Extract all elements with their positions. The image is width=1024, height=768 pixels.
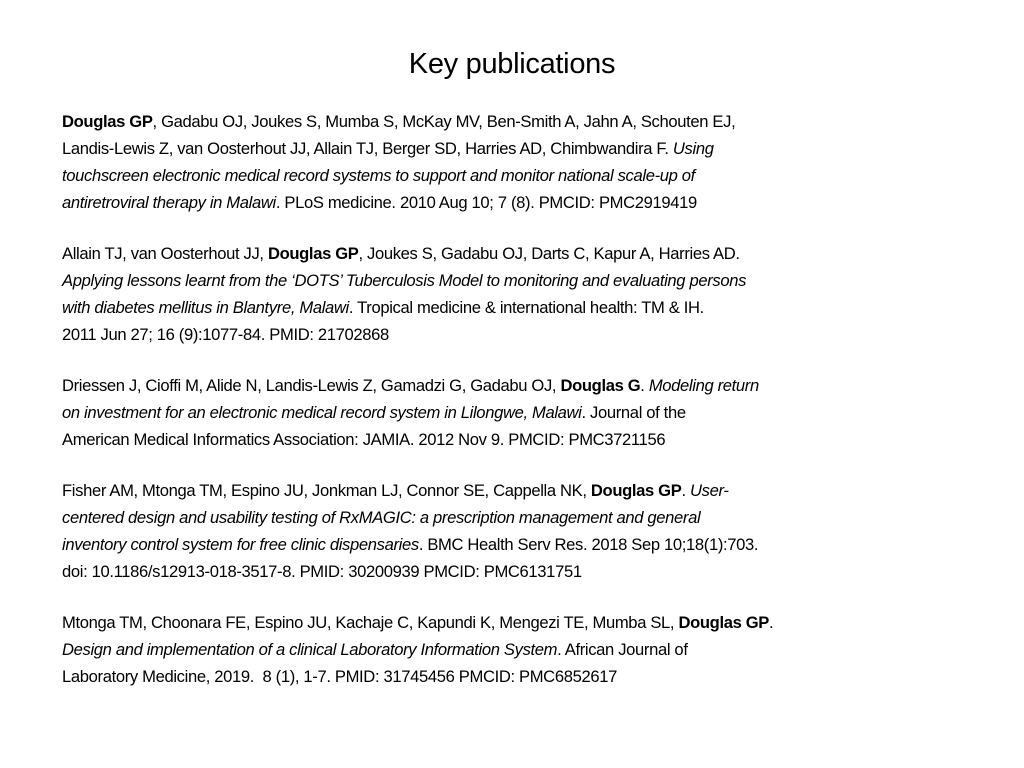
citation-text: . African Journal of (557, 640, 688, 659)
citation-line (62, 372, 982, 399)
author-highlight: Douglas GP (267, 244, 359, 263)
citation-text: . (769, 613, 774, 632)
citation-text: Fisher AM, Mtonga TM, Espino JU, Jonkman LJ, Connor SE, Cappella NK, (62, 481, 591, 500)
author-highlight: Douglas GP (590, 481, 682, 500)
author-highlight: Douglas GP (62, 112, 153, 131)
citation-line (62, 162, 982, 189)
citation-text: doi: 10.1186/s12913-018-3517-8. PMID: 30200939 PMCID: PMC6131751 (62, 562, 582, 581)
citation-text: Laboratory Medicine, 2019. 8 (1), 1-7. PMID: 31745456 PMCID: PMC6852617 (62, 667, 617, 686)
citation-line (62, 240, 982, 267)
citation-line (62, 267, 982, 294)
article-title: Design and implementation of a clinical Laboratory Information System (62, 640, 558, 659)
citation-line (62, 558, 982, 585)
citation-text: 2011 Jun 27; 16 (9):1077-84. PMID: 21702868 (62, 325, 389, 344)
article-title: with diabetes mellitus in Blantyre, Malawi (62, 298, 349, 317)
article-title: centered design and usability testing of RxMAGIC: a prescription management and general (62, 508, 701, 527)
publication-entry (62, 108, 982, 216)
citation-text: . (681, 481, 690, 500)
citation-text: . PLoS medicine. 2010 Aug 10; 7 (8). PMCID: PMC2919419 (275, 193, 697, 212)
publication-entry (62, 477, 982, 585)
citation-line (62, 636, 982, 663)
citation-text: Mtonga TM, Choonara FE, Espino JU, Kachaje C, Kapundi K, Mengezi TE, Mumba SL, (62, 613, 679, 632)
author-highlight: Douglas GP (678, 613, 769, 632)
citation-line (62, 294, 982, 321)
article-title: touchscreen electronic medical record systems to support and monitor national scale-up of (62, 166, 695, 185)
article-title: antiretroviral therapy in Malawi (62, 193, 276, 212)
citation-line (62, 663, 982, 690)
citation-line (62, 609, 982, 636)
publication-entry (62, 609, 982, 690)
citation-text: . Tropical medicine & international health: TM & IH. (348, 298, 704, 317)
author-highlight: Douglas G (560, 376, 641, 395)
citation-text: , Gadabu OJ, Joukes S, Mumba S, McKay MV, Ben-Smith A, Jahn A, Schouten EJ, (152, 112, 736, 131)
citation-text: American Medical Informatics Association: JAMIA. 2012 Nov 9. PMCID: PMC3721156 (62, 430, 666, 449)
article-title: on investment for an electronic medical record system in Lilongwe, Malawi (62, 403, 582, 422)
article-title: Applying lessons learnt from the ‘DOTS’ Tuberculosis Model to monitoring and evaluating persons (62, 271, 747, 290)
citation-line (62, 189, 982, 216)
citation-line (62, 504, 982, 531)
citation-line (62, 426, 982, 453)
publication-entry (62, 240, 982, 348)
citation-text: . Journal of the (581, 403, 686, 422)
citation-line (62, 477, 982, 504)
citation-text: Driessen J, Cioffi M, Alide N, Landis-Lewis Z, Gamadzi G, Gadabu OJ, (62, 376, 561, 395)
article-title: inventory control system for free clinic dispensaries (62, 535, 419, 554)
citation-text: Allain TJ, van Oosterhout JJ, (62, 244, 268, 263)
citation-text: . BMC Health Serv Res. 2018 Sep 10;18(1):703. (418, 535, 759, 554)
article-title: Modeling return (648, 376, 759, 395)
publication-entry (62, 372, 982, 453)
article-title: Using (672, 139, 714, 158)
citation-line (62, 135, 982, 162)
citation-text: . (640, 376, 649, 395)
citation-text: , Joukes S, Gadabu OJ, Darts C, Kapur A, Harries AD. (358, 244, 740, 263)
citation-line (62, 399, 982, 426)
citation-text: Landis-Lewis Z, van Oosterhout JJ, Allain TJ, Berger SD, Harries AD, Chimbwandira F. (62, 139, 673, 158)
slide-title: Key publications (408, 48, 616, 80)
citation-line (62, 108, 982, 135)
publication-list (62, 108, 982, 714)
citation-line (62, 321, 982, 348)
citation-line (62, 531, 982, 558)
article-title: User- (689, 481, 729, 500)
